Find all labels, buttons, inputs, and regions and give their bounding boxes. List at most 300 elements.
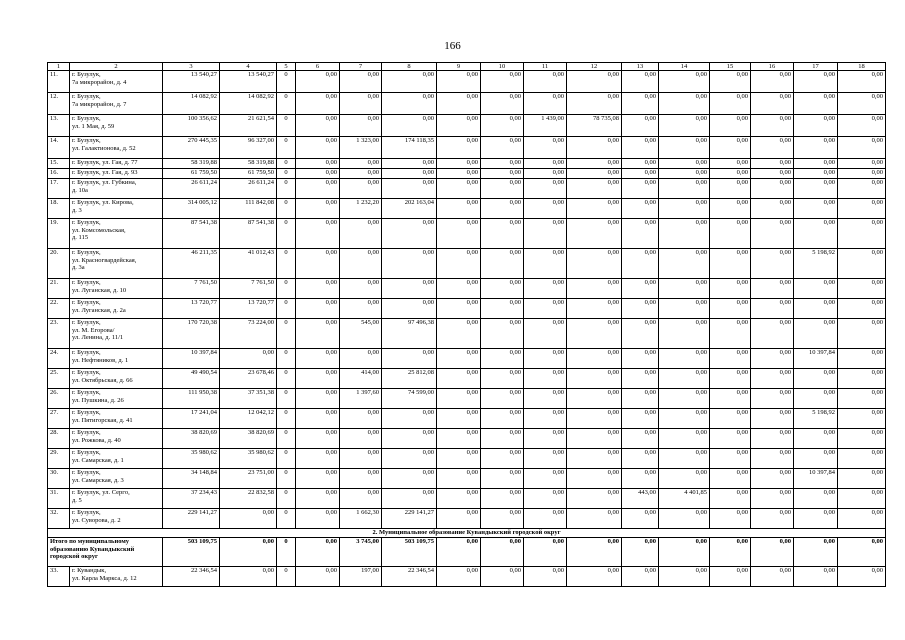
value-cell: 0,00 xyxy=(838,469,886,489)
value-cell: 0,00 xyxy=(382,249,437,279)
value-cell: 0,00 xyxy=(838,299,886,319)
value-cell: 0,00 xyxy=(382,93,437,115)
value-cell: 0,00 xyxy=(382,469,437,489)
value-cell: 0 xyxy=(277,489,296,509)
value-cell: 0,00 xyxy=(481,71,524,93)
row-number: 14. xyxy=(48,137,70,159)
value-cell: 0,00 xyxy=(659,429,710,449)
value-cell: 0,00 xyxy=(296,319,340,349)
value-cell: 0,00 xyxy=(437,369,481,389)
table-row xyxy=(48,449,886,469)
table-row xyxy=(48,159,886,169)
value-cell: 0,00 xyxy=(340,71,382,93)
value-cell: 0,00 xyxy=(838,409,886,429)
value-cell: 111 950,38 xyxy=(163,389,220,409)
value-cell: 0,00 xyxy=(838,93,886,115)
value-cell: 0,00 xyxy=(437,567,481,587)
value-cell: 0,00 xyxy=(659,179,710,199)
value-cell: 174 118,35 xyxy=(382,137,437,159)
value-cell: 0,00 xyxy=(524,137,567,159)
total-row xyxy=(48,538,886,567)
value-cell: 0 xyxy=(277,115,296,137)
value-cell: 414,00 xyxy=(340,369,382,389)
value-cell: 0,00 xyxy=(622,115,659,137)
total-cell: 0,00 xyxy=(567,538,622,567)
value-cell: 0,00 xyxy=(710,429,751,449)
value-cell: 0,00 xyxy=(710,369,751,389)
value-cell: 0,00 xyxy=(524,369,567,389)
value-cell: 0,00 xyxy=(382,179,437,199)
value-cell: 0,00 xyxy=(567,349,622,369)
value-cell: 0,00 xyxy=(340,115,382,137)
table-row xyxy=(48,115,886,137)
value-cell: 10 397,84 xyxy=(794,349,838,369)
value-cell: 0,00 xyxy=(622,349,659,369)
value-cell: 0,00 xyxy=(437,389,481,409)
value-cell: 0,00 xyxy=(481,509,524,529)
value-cell: 22 346,54 xyxy=(382,567,437,587)
value-cell: 26 611,24 xyxy=(220,179,277,199)
value-cell: 0,00 xyxy=(838,219,886,249)
value-cell: 0,00 xyxy=(751,169,794,179)
value-cell: 0,00 xyxy=(710,299,751,319)
table-row xyxy=(48,169,886,179)
value-cell: 23 751,00 xyxy=(220,469,277,489)
value-cell: 0,00 xyxy=(622,389,659,409)
value-cell: 0,00 xyxy=(794,169,838,179)
address-cell: г. Бузулук, ул. Гая, д. 93 xyxy=(70,169,163,179)
row-number: 31. xyxy=(48,489,70,509)
value-cell: 0,00 xyxy=(567,279,622,299)
value-cell: 0,00 xyxy=(622,169,659,179)
column-header-1: 1 xyxy=(48,63,70,71)
value-cell: 0,00 xyxy=(437,279,481,299)
value-cell: 0,00 xyxy=(751,369,794,389)
value-cell: 0,00 xyxy=(622,199,659,219)
total-cell: 0,00 xyxy=(659,538,710,567)
value-cell: 0,00 xyxy=(340,93,382,115)
address-cell: г. Бузулук, ул. 1 Мая, д. 59 xyxy=(70,115,163,137)
value-cell: 0,00 xyxy=(340,409,382,429)
value-cell: 0,00 xyxy=(524,299,567,319)
value-cell: 0,00 xyxy=(567,449,622,469)
address-cell: г. Бузулук, ул. Пушкина, д. 26 xyxy=(70,389,163,409)
address-cell: г. Бузулук, ул. Луганская, д. 2а xyxy=(70,299,163,319)
table-row xyxy=(48,219,886,249)
value-cell: 0,00 xyxy=(296,449,340,469)
value-cell: 0,00 xyxy=(296,169,340,179)
value-cell: 0 xyxy=(277,71,296,93)
value-cell: 1 232,20 xyxy=(340,199,382,219)
value-cell: 0,00 xyxy=(524,449,567,469)
value-cell: 0,00 xyxy=(481,137,524,159)
value-cell: 0,00 xyxy=(481,93,524,115)
row-number: 11. xyxy=(48,71,70,93)
value-cell: 0,00 xyxy=(622,93,659,115)
address-cell: г. Бузулук, ул. Суворова, д. 2 xyxy=(70,509,163,529)
value-cell: 0,00 xyxy=(838,199,886,219)
value-cell: 0,00 xyxy=(794,567,838,587)
value-cell: 0,00 xyxy=(437,509,481,529)
value-cell: 0,00 xyxy=(622,469,659,489)
column-header-13: 13 xyxy=(622,63,659,71)
value-cell: 0,00 xyxy=(751,389,794,409)
value-cell: 0,00 xyxy=(437,93,481,115)
value-cell: 0,00 xyxy=(659,71,710,93)
value-cell: 0,00 xyxy=(296,489,340,509)
address-cell: г. Бузулук, ул. Гая, д. 77 xyxy=(70,159,163,169)
value-cell: 0,00 xyxy=(382,169,437,179)
value-cell: 0,00 xyxy=(524,429,567,449)
value-cell: 0,00 xyxy=(751,279,794,299)
value-cell: 0,00 xyxy=(751,299,794,319)
row-number: 20. xyxy=(48,249,70,279)
value-cell: 0,00 xyxy=(710,489,751,509)
total-cell: 0,00 xyxy=(751,538,794,567)
table-row xyxy=(48,71,886,93)
total-cell: 0,00 xyxy=(296,538,340,567)
page-number: 166 xyxy=(444,40,461,52)
value-cell: 87 541,38 xyxy=(163,219,220,249)
value-cell: 0,00 xyxy=(838,449,886,469)
value-cell: 0,00 xyxy=(481,319,524,349)
value-cell: 0,00 xyxy=(437,429,481,449)
value-cell: 58 319,88 xyxy=(220,159,277,169)
value-cell: 0,00 xyxy=(567,169,622,179)
value-cell: 229 141,27 xyxy=(163,509,220,529)
value-cell: 7 761,50 xyxy=(220,279,277,299)
value-cell: 0,00 xyxy=(710,179,751,199)
value-cell: 0,00 xyxy=(524,199,567,219)
value-cell: 0,00 xyxy=(481,115,524,137)
address-cell: г. Бузулук, ул. Комсомольская, д. 115 xyxy=(70,219,163,249)
table-row xyxy=(48,509,886,529)
value-cell: 0 xyxy=(277,199,296,219)
value-cell: 0,00 xyxy=(220,349,277,369)
column-header-16: 16 xyxy=(751,63,794,71)
value-cell: 0,00 xyxy=(437,349,481,369)
value-cell: 0,00 xyxy=(794,219,838,249)
row-number: 21. xyxy=(48,279,70,299)
value-cell: 0,00 xyxy=(296,279,340,299)
value-cell: 0,00 xyxy=(567,249,622,279)
value-cell: 0,00 xyxy=(340,169,382,179)
row-number: 25. xyxy=(48,369,70,389)
value-cell: 0 xyxy=(277,369,296,389)
value-cell: 0 xyxy=(277,159,296,169)
column-header-7: 7 xyxy=(340,63,382,71)
column-header-17: 17 xyxy=(794,63,838,71)
value-cell: 0,00 xyxy=(382,449,437,469)
column-header-8: 8 xyxy=(382,63,437,71)
value-cell: 0,00 xyxy=(524,389,567,409)
value-cell: 0,00 xyxy=(296,199,340,219)
table-row xyxy=(48,279,886,299)
value-cell: 0,00 xyxy=(794,509,838,529)
value-cell: 0 xyxy=(277,249,296,279)
value-cell: 270 445,35 xyxy=(163,137,220,159)
address-cell: г. Кувандык, ул. Карла Маркса, д. 12 xyxy=(70,567,163,587)
value-cell: 0,00 xyxy=(751,249,794,279)
value-cell: 0,00 xyxy=(567,389,622,409)
column-header-10: 10 xyxy=(481,63,524,71)
value-cell: 0,00 xyxy=(622,137,659,159)
value-cell: 0,00 xyxy=(481,219,524,249)
value-cell: 0,00 xyxy=(710,159,751,169)
value-cell: 0,00 xyxy=(437,489,481,509)
column-header-18: 18 xyxy=(838,63,886,71)
value-cell: 0,00 xyxy=(710,137,751,159)
column-header-11: 11 xyxy=(524,63,567,71)
address-cell: г. Бузулук, ул. Пятигорская, д. 41 xyxy=(70,409,163,429)
value-cell: 0 xyxy=(277,169,296,179)
value-cell: 14 082,92 xyxy=(220,93,277,115)
value-cell: 0,00 xyxy=(751,429,794,449)
value-cell: 0 xyxy=(277,389,296,409)
value-cell: 0,00 xyxy=(710,219,751,249)
value-cell: 0,00 xyxy=(382,429,437,449)
value-cell: 0,00 xyxy=(437,115,481,137)
value-cell: 0,00 xyxy=(437,179,481,199)
value-cell: 0,00 xyxy=(710,93,751,115)
value-cell: 0,00 xyxy=(659,509,710,529)
row-number: 13. xyxy=(48,115,70,137)
column-header-9: 9 xyxy=(437,63,481,71)
value-cell: 0,00 xyxy=(567,429,622,449)
value-cell: 0,00 xyxy=(481,279,524,299)
data-table xyxy=(47,62,886,587)
value-cell: 0 xyxy=(277,93,296,115)
value-cell: 0,00 xyxy=(481,169,524,179)
value-cell: 22 832,58 xyxy=(220,489,277,509)
value-cell: 0,00 xyxy=(794,319,838,349)
value-cell: 0,00 xyxy=(838,279,886,299)
value-cell: 0,00 xyxy=(838,115,886,137)
value-cell: 0,00 xyxy=(838,179,886,199)
value-cell: 22 346,54 xyxy=(163,567,220,587)
value-cell: 0 xyxy=(277,509,296,529)
value-cell: 0,00 xyxy=(567,409,622,429)
value-cell: 0,00 xyxy=(524,219,567,249)
value-cell: 0,00 xyxy=(437,219,481,249)
value-cell: 0,00 xyxy=(296,349,340,369)
table-row xyxy=(48,369,886,389)
value-cell: 0,00 xyxy=(751,469,794,489)
value-cell: 46 211,35 xyxy=(163,249,220,279)
value-cell: 0,00 xyxy=(524,279,567,299)
value-cell: 1 439,00 xyxy=(524,115,567,137)
value-cell: 0,00 xyxy=(296,71,340,93)
address-cell: г. Бузулук, 7а микрорайон, д. 7 xyxy=(70,93,163,115)
value-cell: 0,00 xyxy=(567,71,622,93)
value-cell: 0,00 xyxy=(437,169,481,179)
value-cell: 0,00 xyxy=(220,567,277,587)
value-cell: 0,00 xyxy=(838,71,886,93)
row-number: 15. xyxy=(48,159,70,169)
value-cell: 0,00 xyxy=(437,71,481,93)
column-header-2: 2 xyxy=(70,63,163,71)
value-cell: 0,00 xyxy=(838,249,886,279)
value-cell: 0,00 xyxy=(567,319,622,349)
value-cell: 0,00 xyxy=(296,409,340,429)
value-cell: 0,00 xyxy=(437,199,481,219)
total-cell: 503 109,75 xyxy=(382,538,437,567)
value-cell: 0 xyxy=(277,319,296,349)
value-cell: 0,00 xyxy=(710,71,751,93)
value-cell: 1 397,60 xyxy=(340,389,382,409)
value-cell: 38 820,69 xyxy=(220,429,277,449)
value-cell: 0,00 xyxy=(751,179,794,199)
value-cell: 0 xyxy=(277,179,296,199)
value-cell: 0 xyxy=(277,469,296,489)
value-cell: 0,00 xyxy=(710,509,751,529)
value-cell: 0,00 xyxy=(751,93,794,115)
value-cell: 0,00 xyxy=(659,137,710,159)
value-cell: 0,00 xyxy=(296,219,340,249)
value-cell: 0,00 xyxy=(524,409,567,429)
address-cell: г. Бузулук, ул. Самарская, д. 3 xyxy=(70,469,163,489)
total-cell: 0,00 xyxy=(838,538,886,567)
value-cell: 0,00 xyxy=(524,349,567,369)
value-cell: 0,00 xyxy=(382,349,437,369)
value-cell: 0,00 xyxy=(710,349,751,369)
total-cell: 0,00 xyxy=(220,538,277,567)
address-cell: г. Бузулук, ул. Кирова, д. 3 xyxy=(70,199,163,219)
table-row xyxy=(48,137,886,159)
table-row xyxy=(48,319,886,349)
value-cell: 34 148,84 xyxy=(163,469,220,489)
value-cell: 0,00 xyxy=(659,219,710,249)
row-number: 29. xyxy=(48,449,70,469)
column-header-4: 4 xyxy=(220,63,277,71)
value-cell: 0,00 xyxy=(524,169,567,179)
value-cell: 0,00 xyxy=(296,567,340,587)
value-cell: 0,00 xyxy=(838,369,886,389)
value-cell: 0,00 xyxy=(751,319,794,349)
value-cell: 0,00 xyxy=(710,199,751,219)
row-number: 19. xyxy=(48,219,70,249)
value-cell: 0,00 xyxy=(340,449,382,469)
value-cell: 0,00 xyxy=(296,159,340,169)
value-cell: 0 xyxy=(277,349,296,369)
value-cell: 0,00 xyxy=(567,159,622,169)
value-cell: 0,00 xyxy=(710,469,751,489)
value-cell: 0,00 xyxy=(794,93,838,115)
value-cell: 0,00 xyxy=(710,279,751,299)
value-cell: 0,00 xyxy=(751,71,794,93)
value-cell: 0,00 xyxy=(296,429,340,449)
row-number: 18. xyxy=(48,199,70,219)
value-cell: 1 662,30 xyxy=(340,509,382,529)
value-cell: 0,00 xyxy=(751,137,794,159)
value-cell: 41 012,43 xyxy=(220,249,277,279)
value-cell: 0,00 xyxy=(296,249,340,279)
value-cell: 0,00 xyxy=(751,449,794,469)
value-cell: 0,00 xyxy=(794,199,838,219)
value-cell: 0,00 xyxy=(794,179,838,199)
value-cell: 13 720,77 xyxy=(220,299,277,319)
value-cell: 37 234,43 xyxy=(163,489,220,509)
value-cell: 0,00 xyxy=(382,299,437,319)
value-cell: 0,00 xyxy=(659,369,710,389)
value-cell: 0,00 xyxy=(751,219,794,249)
value-cell: 0,00 xyxy=(622,299,659,319)
value-cell: 0,00 xyxy=(794,137,838,159)
value-cell: 38 820,69 xyxy=(163,429,220,449)
table-row xyxy=(48,249,886,279)
value-cell: 0,00 xyxy=(659,199,710,219)
value-cell: 0,00 xyxy=(524,567,567,587)
value-cell: 0,00 xyxy=(524,249,567,279)
value-cell: 0,00 xyxy=(567,199,622,219)
value-cell: 0,00 xyxy=(794,489,838,509)
value-cell: 0,00 xyxy=(794,389,838,409)
value-cell: 0,00 xyxy=(340,249,382,279)
value-cell: 13 540,27 xyxy=(220,71,277,93)
value-cell: 0,00 xyxy=(382,71,437,93)
value-cell: 0,00 xyxy=(794,115,838,137)
total-cell: 0,00 xyxy=(622,538,659,567)
address-cell: г. Бузулук, ул. Губкина, д. 10а xyxy=(70,179,163,199)
value-cell: 0 xyxy=(277,279,296,299)
value-cell: 0,00 xyxy=(567,469,622,489)
address-cell: г. Бузулук, ул. Галактионова, д. 52 xyxy=(70,137,163,159)
row-number: 33. xyxy=(48,567,70,587)
table-row xyxy=(48,409,886,429)
value-cell: 0,00 xyxy=(794,299,838,319)
value-cell: 0 xyxy=(277,567,296,587)
value-cell: 5 198,92 xyxy=(794,409,838,429)
row-number: 32. xyxy=(48,509,70,529)
value-cell: 74 599,00 xyxy=(382,389,437,409)
value-cell: 73 224,00 xyxy=(220,319,277,349)
total-cell: 0 xyxy=(277,538,296,567)
value-cell: 0,00 xyxy=(710,389,751,409)
value-cell: 0,00 xyxy=(622,509,659,529)
value-cell: 0,00 xyxy=(437,159,481,169)
value-cell: 229 141,27 xyxy=(382,509,437,529)
value-cell: 78 735,08 xyxy=(567,115,622,137)
value-cell: 197,00 xyxy=(340,567,382,587)
value-cell: 0,00 xyxy=(659,389,710,409)
section-heading: 2. Муниципальное образование Кувандыкский городской округ xyxy=(48,529,886,538)
value-cell: 170 720,38 xyxy=(163,319,220,349)
value-cell: 0,00 xyxy=(340,429,382,449)
row-number: 23. xyxy=(48,319,70,349)
address-cell: г. Бузулук, ул. Октябрьская, д. 66 xyxy=(70,369,163,389)
value-cell: 0 xyxy=(277,299,296,319)
value-cell: 0,00 xyxy=(437,319,481,349)
value-cell: 0 xyxy=(277,137,296,159)
value-cell: 0 xyxy=(277,409,296,429)
value-cell: 0,00 xyxy=(622,449,659,469)
table-row xyxy=(48,389,886,409)
value-cell: 0,00 xyxy=(659,115,710,137)
value-cell: 0,00 xyxy=(296,137,340,159)
value-cell: 100 356,62 xyxy=(163,115,220,137)
value-cell: 97 496,38 xyxy=(382,319,437,349)
value-cell: 21 621,54 xyxy=(220,115,277,137)
value-cell: 0,00 xyxy=(567,219,622,249)
value-cell: 35 980,62 xyxy=(220,449,277,469)
value-cell: 87 541,38 xyxy=(220,219,277,249)
value-cell: 10 397,84 xyxy=(794,469,838,489)
value-cell: 0,00 xyxy=(382,489,437,509)
value-cell: 0,00 xyxy=(296,93,340,115)
value-cell: 0,00 xyxy=(567,93,622,115)
value-cell: 0,00 xyxy=(481,179,524,199)
value-cell: 13 720,77 xyxy=(163,299,220,319)
